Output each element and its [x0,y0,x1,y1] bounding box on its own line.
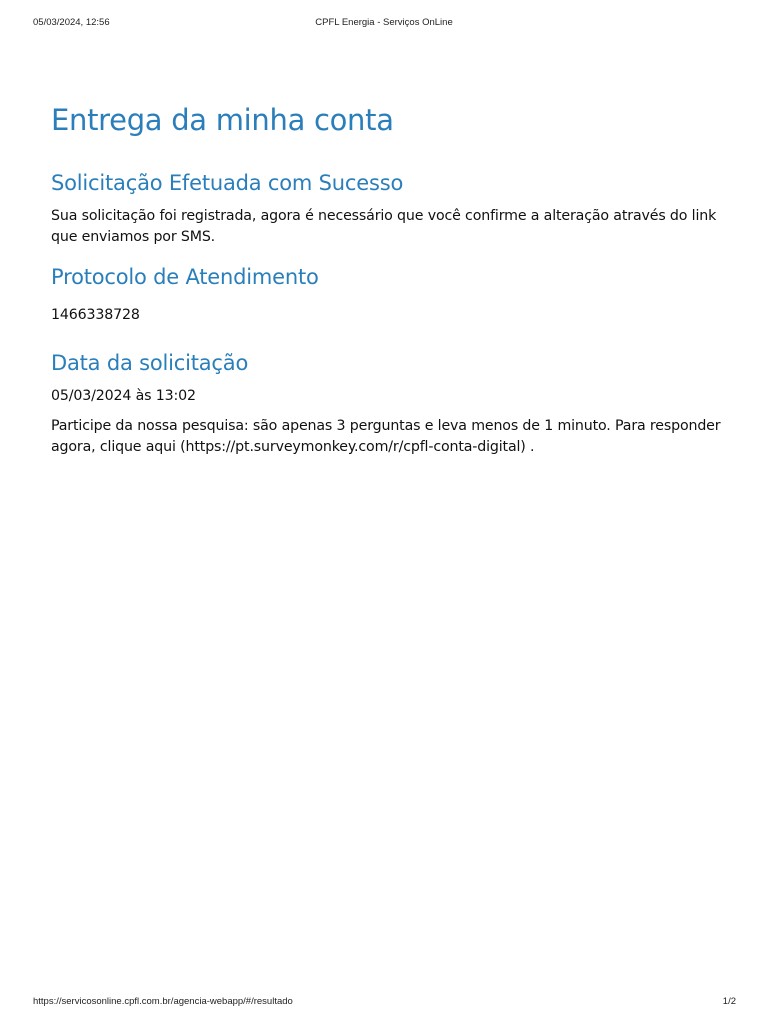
request-date-value: 05/03/2024 às 13:02 [51,388,196,404]
print-page-title: CPFL Energia - Serviços OnLine [315,17,453,28]
main-content [51,100,731,458]
print-page-number: 1/2 [722,996,736,1007]
success-title: Solicitação Efetuada com Sucesso [51,171,404,195]
print-header [0,17,768,31]
print-datetime: 05/03/2024, 12:56 [33,17,110,28]
protocol-number: 1466338728 [51,307,140,323]
protocol-title: Protocolo de Atendimento [51,265,319,289]
print-footer [0,996,768,1010]
page-title: Entrega da minha conta [51,103,394,137]
success-message: Sua solicitação foi registrada, agora é necessário que você confirme a alteração através do link que enviamos por SMS. [51,208,717,245]
survey-message[interactable]: Participe da nossa pesquisa: são apenas 3 perguntas e leva menos de 1 minuto. Para responder agora, clique aqui (https://pt.surveymonkey.com/r/cpfl-conta-digital) . [51,418,721,455]
request-date-title: Data da solicitação [51,351,249,375]
print-url: https://servicosonline.cpfl.com.br/agencia-webapp/#/resultado [33,996,293,1007]
